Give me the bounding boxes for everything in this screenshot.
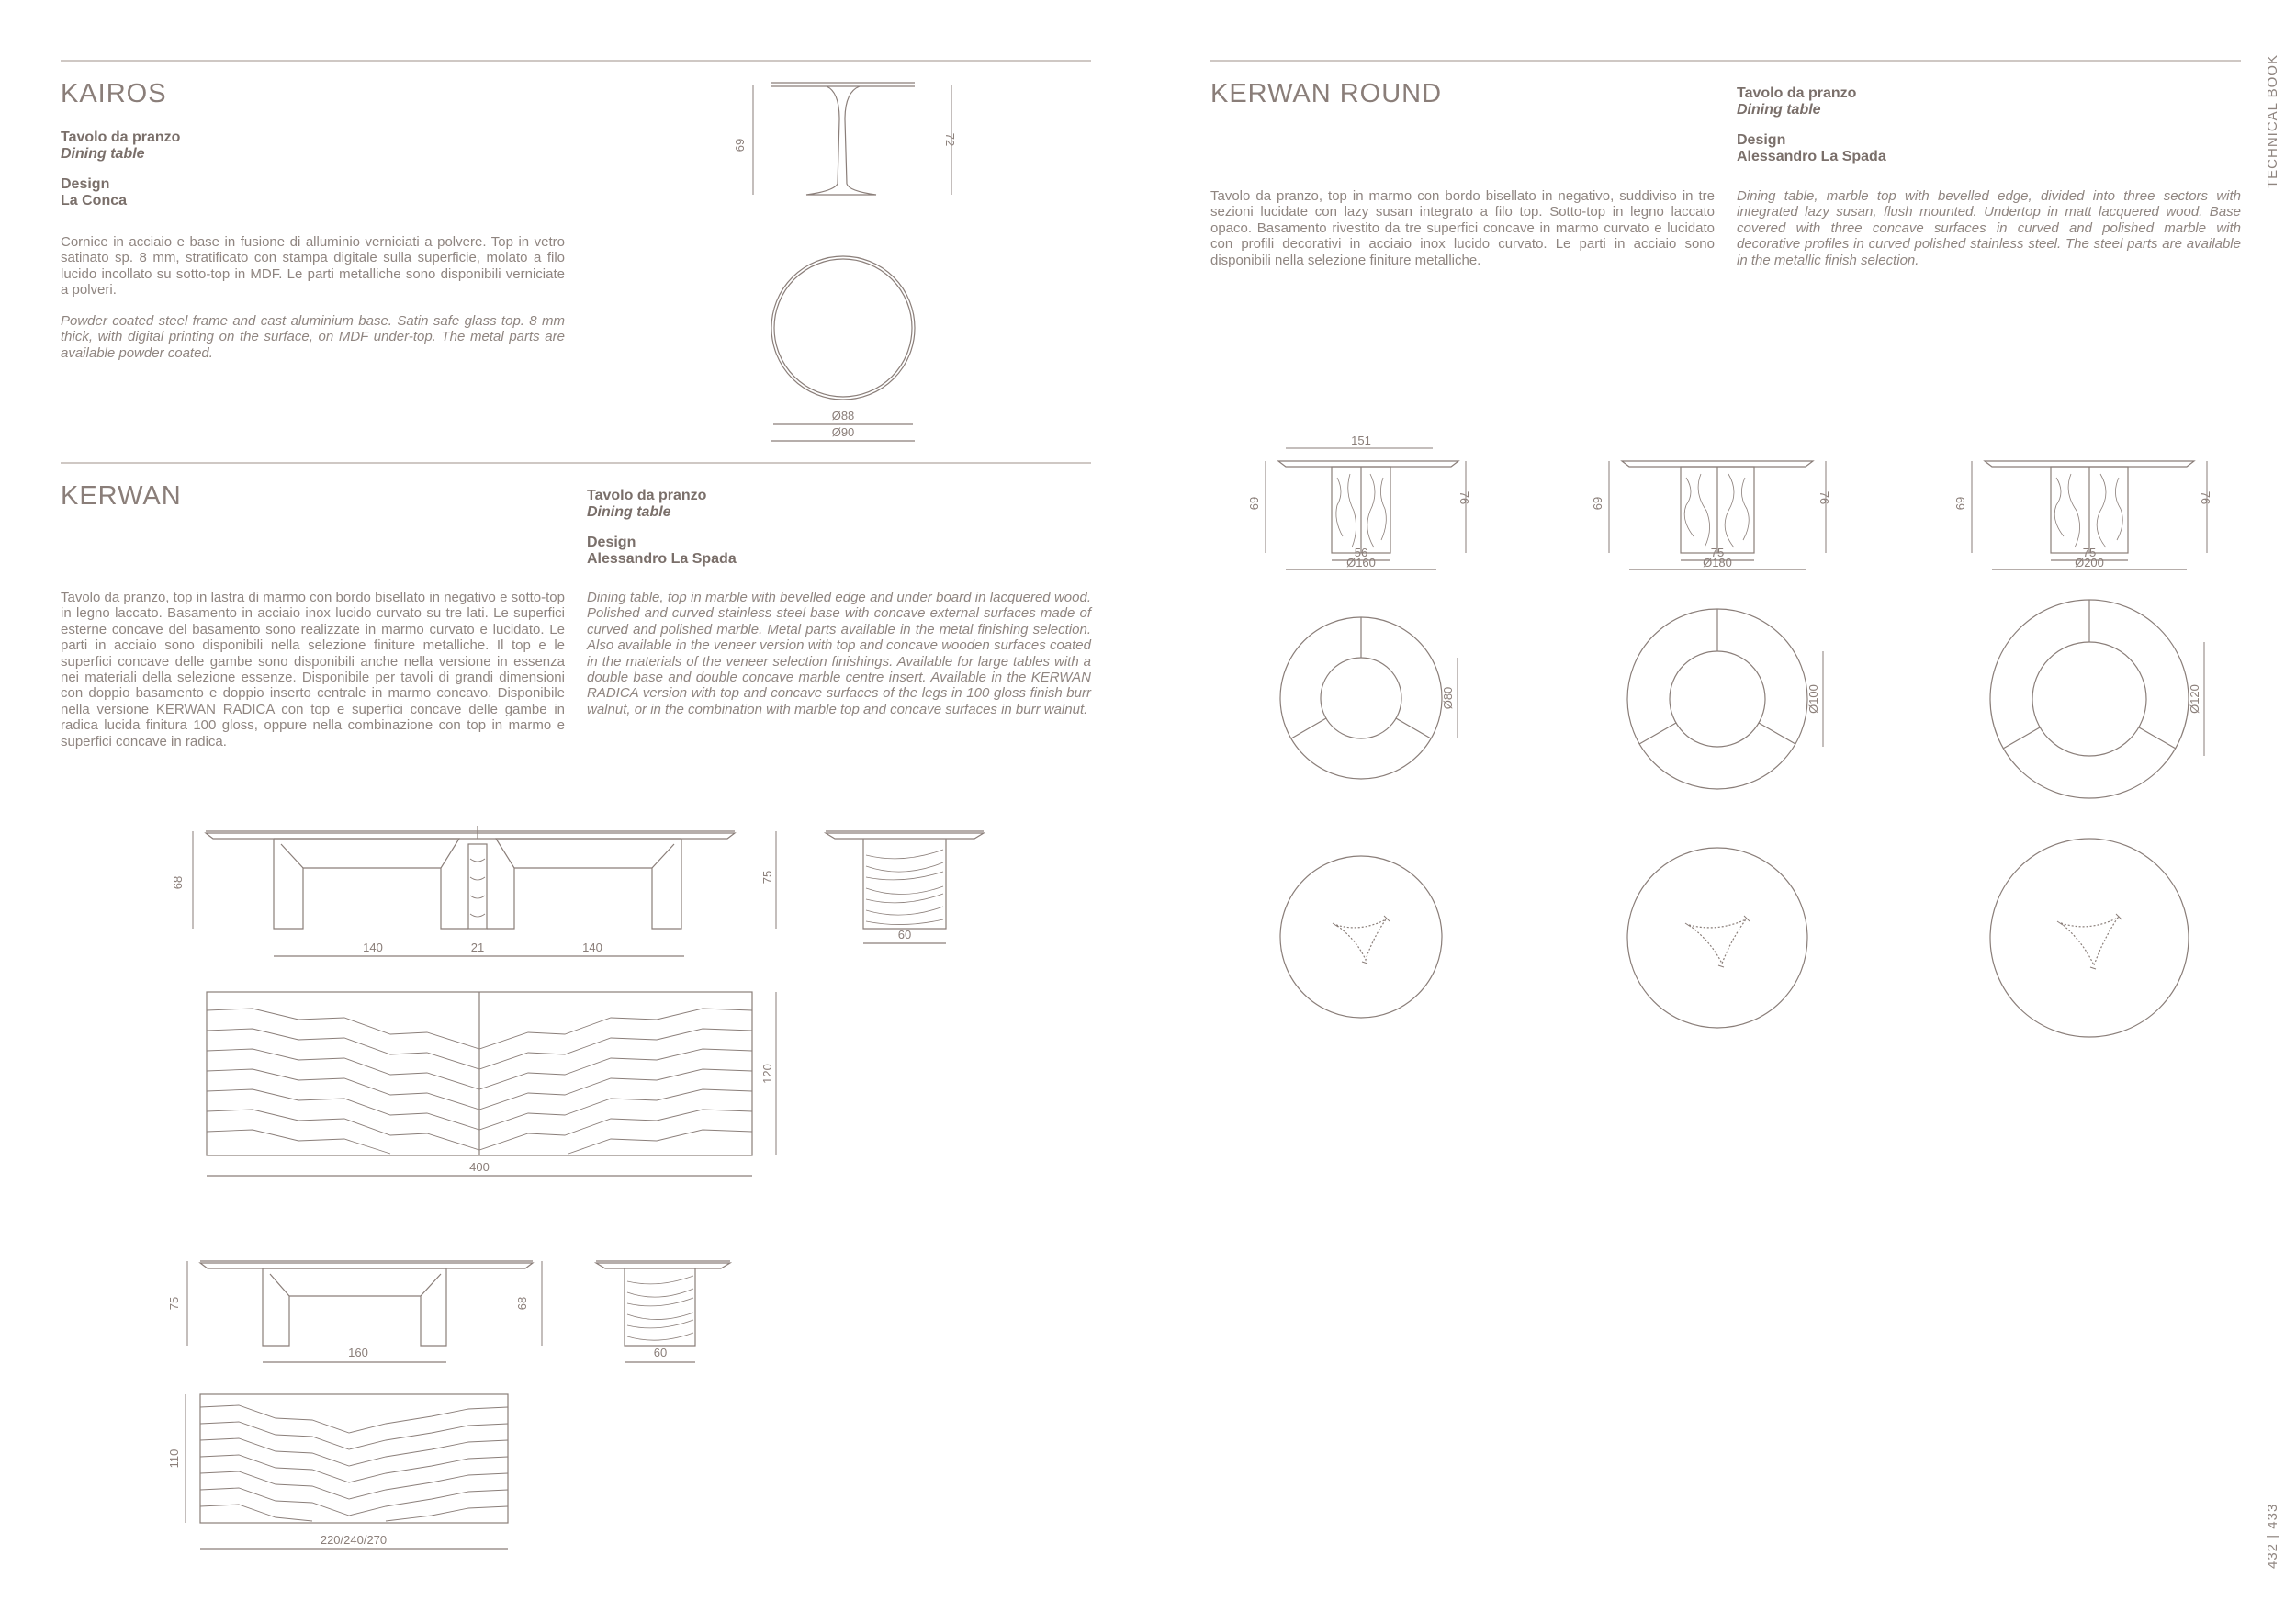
kairos-drawing [726, 73, 983, 450]
kairos-dim-h-right: 72 [943, 132, 957, 147]
kerwan-round-v2-base-plan [1612, 840, 1823, 1043]
kerwan-small-dim-h-left: 75 [167, 1296, 181, 1311]
kerwan-small-side-drawing [592, 1254, 739, 1369]
kairos-dim-d-inner: Ø88 [831, 409, 855, 423]
kerwan-round-v1-elevation [1249, 432, 1479, 579]
kerwan-round-description-en: Dining table, marble top with bevelled edge, divided into three sectors with integrated lazy susan, flush mounted. Undertop in matt lacquered wood. Base covered with three concave surfaces in curved and polished marble with decorative profiles in curved polished stainless steel. The steel parts are available in the metallic finish selection. [1737, 188, 2241, 268]
kerwan-round-v1-top-w: 151 [1351, 434, 1371, 447]
kairos-type-it: Tavolo da pranzo [61, 130, 181, 145]
kerwan-large-dim-seg-b: 140 [582, 941, 602, 954]
kerwan-round-v2-susan: Ø100 [1806, 684, 1820, 714]
kerwan-small-dim-plan-d: 110 [167, 1448, 181, 1469]
kerwan-small-dim-w: 160 [348, 1346, 368, 1359]
kerwan-round-design-label: Design [1737, 132, 1786, 148]
kerwan-round-description-it: Tavolo da pranzo, top in marmo con bordo bisellato in negativo, suddiviso in tre sezioni lucidate con lazy susan integrato a filo top. Sotto-top in legno laccato opaco. Basamento rivestito da tre superfici concave in marmo curvato e lucidato con profili decorativi in acciaio inox lucido curvato. Le parti in acciaio sono disponibili nella selezione finiture metalliche. [1210, 188, 1715, 268]
kerwan-large-dim-seg-a: 140 [363, 941, 383, 954]
kerwan-round-v3-susan: Ø120 [2188, 684, 2201, 714]
kerwan-description-en: Dining table, top in marble with bevelled edge and under board in lacquered wood. Polished and curved stainless steel base with concave external surfaces made of curved and polished marble. Metal parts available in the metal finishing selection. Also available in the veneer version with top and concave wooden surfaces coated in the materials of the veneer selection finishings. Available for large tables with a double base and double concave marble centre insert. Available in the KERWAN RADICA version with top and concave surfaces of the legs in 100 gloss finish burr walnut, or in the combination with marble top and concave surfaces in burr walnut. [587, 590, 1091, 717]
kerwan-round-v2-diameter: Ø180 [1703, 556, 1732, 569]
kerwan-round-v2-h-left: 69 [1591, 496, 1604, 511]
page-numbers: 432 | 433 [2265, 1503, 2280, 1569]
kerwan-round-v1-h-right: 76 [1458, 490, 1471, 505]
kerwan-designer: Alessandro La Spada [587, 551, 737, 567]
kerwan-large-dim-side-w: 60 [897, 928, 912, 941]
kerwan-round-v2-plan [1612, 602, 1841, 804]
kerwan-round-v1-base-w: 56 [1354, 546, 1368, 559]
kerwan-large-dim-seg-mid: 21 [470, 941, 485, 954]
kerwan-type-en: Dining table [587, 504, 671, 520]
kerwan-small-plan-drawing [165, 1387, 533, 1557]
kerwan-round-type-en: Dining table [1737, 102, 1821, 118]
kerwan-round-designer: Alessandro La Spada [1737, 149, 1886, 164]
kerwan-round-v3-elevation [1952, 432, 2218, 579]
top-rule-left [61, 60, 1091, 62]
kerwan-large-side-drawing [822, 822, 996, 960]
kairos-meta [61, 130, 180, 209]
kerwan-small-dim-plan-w: 220/240/270 [320, 1533, 388, 1547]
kerwan-round-type-it: Tavolo da pranzo [1737, 85, 1857, 101]
top-rule-right [1210, 60, 2241, 62]
kerwan-round-v3-h-right: 76 [2199, 490, 2212, 505]
kerwan-small-dim-h-right: 68 [515, 1296, 529, 1311]
kerwan-large-front-drawing [165, 822, 790, 969]
kerwan-round-v3-base-w: 75 [2082, 546, 2097, 559]
kerwan-round-v3-base-plan [1975, 831, 2204, 1052]
kairos-type-en: Dining table [61, 146, 145, 162]
kerwan-round-v3-plan [1975, 592, 2223, 813]
kerwan-round-v3-h-left: 69 [1953, 496, 1967, 511]
kerwan-round-v1-susan: Ø80 [1441, 686, 1455, 710]
kerwan-round-v1-diameter: Ø160 [1346, 556, 1376, 569]
kerwan-round-title: KERWAN ROUND [1210, 79, 1443, 108]
kerwan-round-v1-h-left: 69 [1247, 496, 1261, 511]
kerwan-type-it: Tavolo da pranzo [587, 488, 707, 503]
kerwan-large-plan-drawing [197, 983, 794, 1185]
kerwan-round-v2-base-w: 75 [1710, 546, 1725, 559]
kerwan-meta [587, 488, 737, 568]
kerwan-small-front-drawing [165, 1254, 551, 1369]
kerwan-design-label: Design [587, 535, 636, 550]
kerwan-round-v2-elevation [1589, 432, 1837, 579]
kairos-dim-h-left: 69 [733, 138, 747, 152]
kairos-dim-d-outer: Ø90 [831, 425, 855, 439]
kairos-description-en: Powder coated steel frame and cast aluminium base. Satin safe glass top. 8 mm thick, with digital printing on the surface, on MDF under-top. The metal parts are available powder coated. [61, 313, 565, 361]
section-rule-kerwan [61, 462, 1091, 464]
kerwan-small-dim-side-w: 60 [653, 1346, 668, 1359]
kairos-design-label: Design [61, 176, 110, 192]
kerwan-large-dim-h-right: 75 [760, 870, 774, 885]
kerwan-large-dim-plan-d: 120 [760, 1064, 774, 1084]
kerwan-round-v1-base-plan [1272, 850, 1456, 1033]
kerwan-description-it: Tavolo da pranzo, top in lastra di marmo con bordo bisellato in negativo e sotto-top in legno laccato. Basamento in acciaio inox lucido curvato su tre lati. Le superfici esterne concave del basamento sono realizzate in marmo curvato e lucidato. Le parti in acciaio sono disponibili nella selezione finiture metalliche. Il top e le superfici concave delle gambe sono disponibili anche nella versione in essenza nei materiali della selezione essenze. Disponibile per tavoli di grandi dimensioni con doppio basamento e doppio inserto centrale in marmo concavo. Disponibile nella versione KERWAN RADICA con top e superfici concave delle gambe in radica lucida finitura 100 gloss, oppure nella combinazione con top in marmo e superfici concave in radica. [61, 590, 565, 750]
kerwan-round-v3-diameter: Ø200 [2075, 556, 2104, 569]
kairos-description-it: Cornice in acciaio e base in fusione di alluminio verniciati a polvere. Top in vetro satinato sp. 8 mm, stratificato con stampa digitale sulla superficie, molato a filo lucido incollato su sotto-top in MDF. Le parti metalliche sono disponibili verniciate a polveri. [61, 234, 565, 299]
kairos-title: KAIROS [61, 79, 167, 108]
kerwan-large-dim-h-left: 68 [171, 875, 185, 890]
kerwan-round-v2-h-right: 76 [1818, 490, 1831, 505]
kerwan-round-meta [1737, 85, 1886, 165]
technical-book-label: TECHNICAL BOOK [2265, 54, 2280, 188]
kairos-designer: La Conca [61, 193, 128, 209]
kerwan-title: KERWAN [61, 481, 182, 511]
kerwan-large-dim-plan-w: 400 [469, 1160, 490, 1174]
kerwan-round-v1-plan [1272, 611, 1474, 795]
